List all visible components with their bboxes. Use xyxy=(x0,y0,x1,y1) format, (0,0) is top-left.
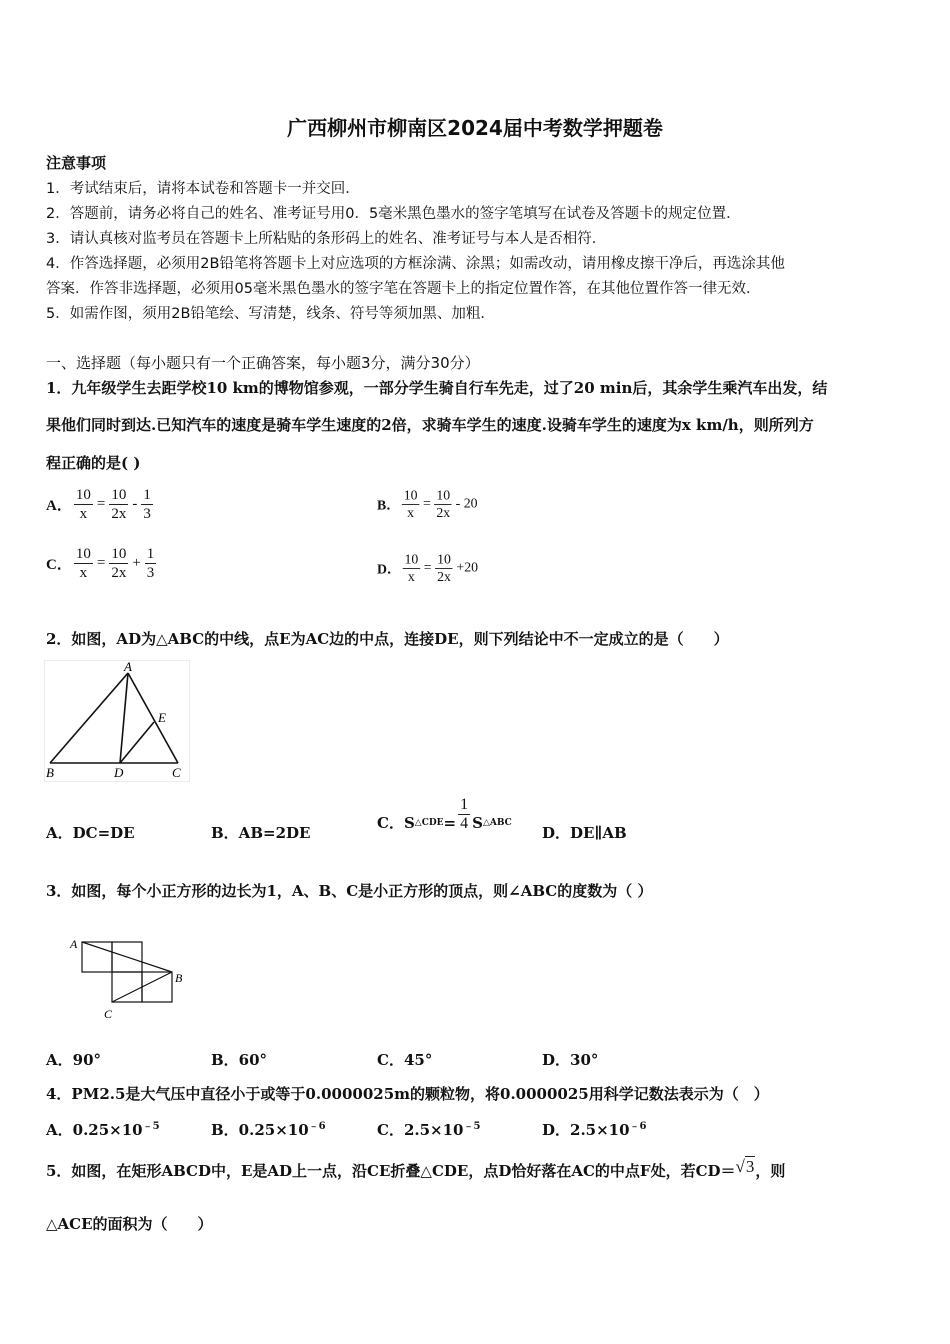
q4-option-b[interactable]: B．$0.25\times 10^{﹣6}$ xyxy=(211,1121,326,1139)
label-b: B xyxy=(46,765,54,780)
q1-option-b[interactable]: B． $\frac{10}{x}$ = $\frac{10}{2x}$ - 20 xyxy=(377,488,478,521)
segment-ab xyxy=(82,942,172,972)
q1-line1: 1．九年级学生去距学校10 km的博物馆参观，一部分学生骑自行车先走，过了20 min后，其余学生乘汽车出发，结 xyxy=(46,379,828,397)
label-a: A xyxy=(70,937,78,951)
note-item-4-cont: 答案．作答非选择题，必须用05毫米黑色墨水的签字笔在答题卡上的指定位置作答，在其他位置作答一律无效． xyxy=(46,281,761,297)
q3-option-c[interactable]: C．45° xyxy=(377,1051,433,1069)
sqrt-expression: √3 xyxy=(735,1157,755,1176)
q5-line2: △ACE的面积为（ ） xyxy=(46,1215,213,1233)
option-c-label: C．S xyxy=(377,814,415,832)
note-item-2: 2．答题前，请务必将自己的姓名、准考证号用0．5毫米黑色墨水的签字笔填写在试卷及答题卡的规定位置． xyxy=(46,206,741,222)
option-c-sub1: △CDE xyxy=(414,818,444,828)
label-b: B xyxy=(175,971,183,985)
fraction-left: $\frac{10}{x}$ xyxy=(75,546,91,581)
triangle-figure xyxy=(44,660,190,782)
q4-option-c[interactable]: C．$2.5\times 10^{﹣5}$ xyxy=(377,1121,481,1139)
label-c: C xyxy=(172,765,181,780)
fraction-third: $\frac{1}{3}$ xyxy=(143,487,151,522)
fraction-right: $\frac{10}{2x}$ xyxy=(111,546,127,581)
note-item-5: 5．如需作图，须用2B铅笔绘、写清楚，线条、符号等须加黑、加粗． xyxy=(46,306,495,322)
fraction-right: $\frac{10}{2x}$ xyxy=(436,488,451,521)
option-label: B． xyxy=(377,498,401,514)
q4-option-a[interactable]: A．$0.25\times 10^{﹣5}$ xyxy=(46,1121,160,1139)
q3-option-a[interactable]: A．90° xyxy=(46,1051,102,1069)
q2-text: 2．如图，AD为△ABC的中线，点E为AC边的中点，连接DE，则下列结论中不一定成立的是（ ） xyxy=(46,630,729,648)
q2-option-d[interactable]: D．DE∥AB xyxy=(542,824,627,842)
fraction-right: $\frac{10}{2x}$ xyxy=(437,552,451,585)
q1-option-c[interactable]: C． $\frac{10}{x}$ = $\frac{10}{2x}$ + $\frac{1}{3}$ xyxy=(46,546,155,581)
label-e: E xyxy=(158,710,166,725)
fraction-left: $\frac{10}{x}$ xyxy=(75,487,91,522)
grid-square xyxy=(112,972,142,1002)
grid-squares xyxy=(82,942,172,1002)
notes-heading: 注意事项 xyxy=(46,154,107,172)
label-d: D xyxy=(114,765,124,780)
label-c: C xyxy=(104,1007,113,1021)
q4-option-d[interactable]: D．$2.5\times 10^{﹣6}$ xyxy=(542,1121,647,1139)
q1-option-a[interactable]: A． $\frac{10}{x}$ = $\frac{10}{2x}$ - $\frac{1}{3}$ xyxy=(46,487,151,522)
option-label: D． xyxy=(377,562,401,578)
q5-line1: 5．如图，在矩形ABCD中，E是AD上一点，沿CE折叠△CDE，点D恰好落在AC的中点F处，若CD＝ √3 ，则 xyxy=(46,1157,786,1180)
fraction-quarter: $\frac{1}{4}$ xyxy=(460,796,469,832)
page-title: 广西柳州市柳南区2024届中考数学押题卷 xyxy=(287,116,663,140)
q1-line3: 程正确的是( ) xyxy=(46,454,141,472)
note-item-3: 3．请认真核对监考员在答题卡上所粘贴的条形码上的姓名、准考证号与本人是否相符． xyxy=(46,231,607,247)
q1-line2: 果他们同时到达.已知汽车的速度是骑车学生速度的2倍，求骑车学生的速度.设骑车学生的速度为x km/h，则所列方 xyxy=(46,416,814,434)
option-label: A． xyxy=(46,498,72,514)
fraction-left: $\frac{10}{x}$ xyxy=(404,552,419,585)
option-c-sub2: △ABC xyxy=(482,818,512,828)
section-heading: 一、选择题（每小题只有一个正确答案，每小题3分，满分30分） xyxy=(46,354,480,372)
fraction-right: $\frac{10}{2x}$ xyxy=(111,487,127,522)
q2-option-b[interactable]: B．AB=2DE xyxy=(211,824,311,842)
grid-square xyxy=(142,972,172,1002)
option-label: C． xyxy=(46,557,72,573)
grid-figure xyxy=(66,932,190,1024)
label-a: A xyxy=(124,660,132,674)
q4-text: 4．PM2.5是大气压中直径小于或等于0.0000025m的颗粒物，将0.0000025用科学记数法表示为（ ） xyxy=(46,1085,769,1103)
note-item-1: 1．考试结束后，请将本试卷和答题卡一并交回． xyxy=(46,181,360,197)
fraction-third: $\frac{1}{3}$ xyxy=(146,546,155,581)
note-item-4: 4．作答选择题，必须用2B铅笔将答题卡上对应选项的方框涂满、涂黑；如需改动，请用橡皮擦干净后，再选涂其他 xyxy=(46,256,785,272)
q3-text: 3．如图，每个小正方形的边长为1，A、B、C是小正方形的顶点，则∠ABC的度数为（ ） xyxy=(46,882,653,900)
q3-option-d[interactable]: D．30° xyxy=(542,1051,599,1069)
fraction-left: $\frac{10}{x}$ xyxy=(403,488,418,521)
q3-option-b[interactable]: B．60° xyxy=(211,1051,268,1069)
q2-option-a[interactable]: A．DC=DE xyxy=(46,824,135,842)
q1-option-d[interactable]: D． $\frac{10}{x}$ = $\frac{10}{2x}$ +20 xyxy=(377,552,478,585)
q2-option-c[interactable]: C．S △CDE = $\frac{1}{4}$ S △ABC xyxy=(377,796,512,832)
